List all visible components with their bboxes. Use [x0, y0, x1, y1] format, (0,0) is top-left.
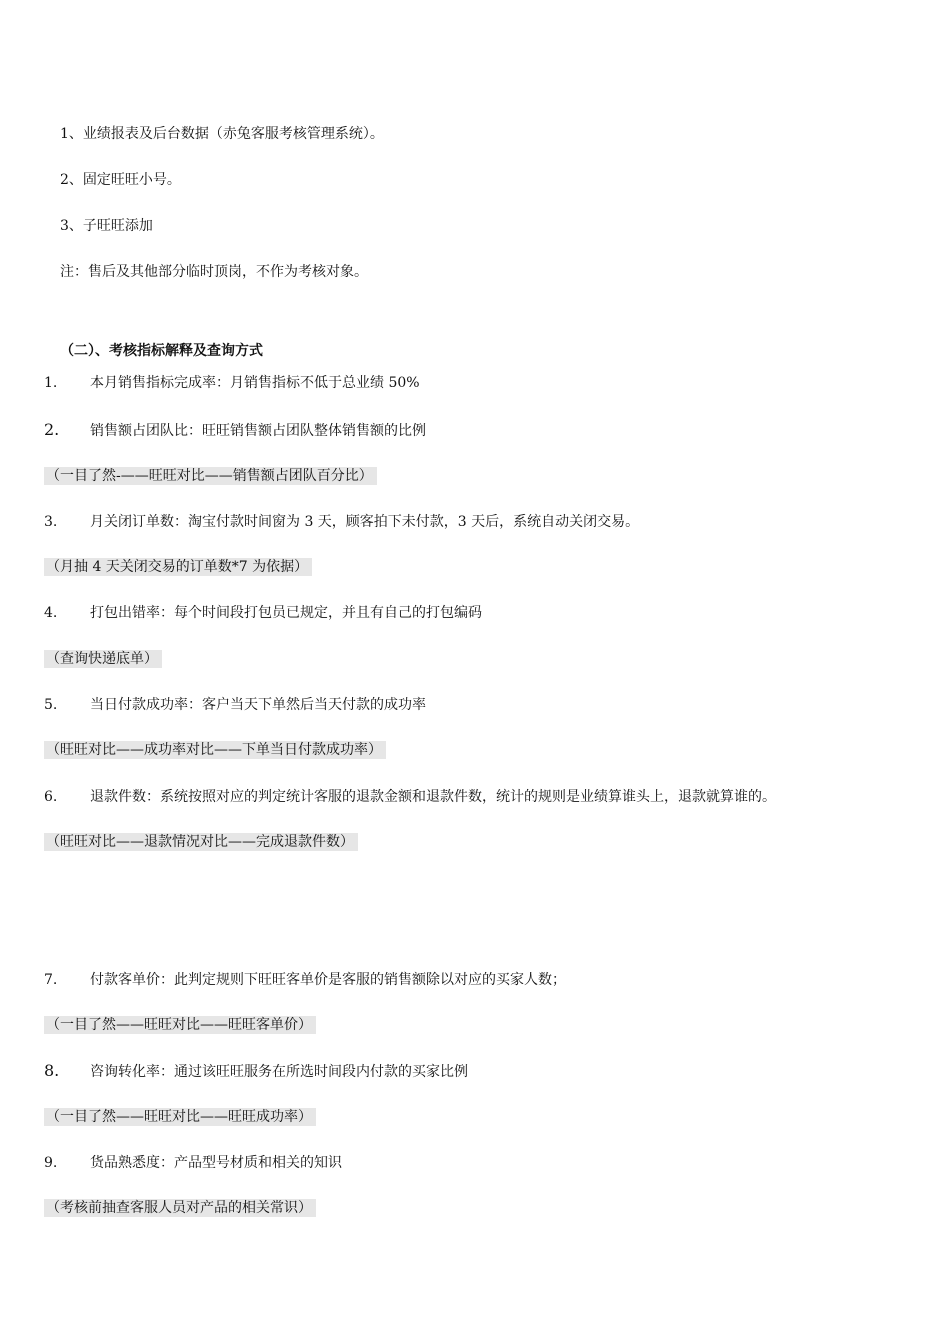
indicator-number: 8.	[44, 1061, 60, 1080]
indicator-item-7	[44, 970, 566, 990]
indicator-item-6	[44, 787, 776, 807]
indicator-item-2	[44, 420, 426, 441]
indicator-number: 1.	[44, 375, 58, 391]
indicator-item-9	[44, 1153, 342, 1173]
indicator-number: 3.	[44, 514, 58, 530]
indicator-number: 2.	[44, 420, 60, 439]
indicator-number: 7.	[44, 972, 58, 988]
indicator-text: 退款件数：系统按照对应的判定统计客服的退款金额和退款件数，统计的规则是业绩算谁头上，退款就算谁的。	[90, 789, 776, 805]
intro-note: 注：售后及其他部分临时顶岗，不作为考核对象。	[60, 264, 368, 280]
indicator-item-1	[44, 373, 420, 393]
indicator-text: 咨询转化率：通过该旺旺服务在所选时间段内付款的买家比例	[90, 1064, 468, 1080]
indicator-text: 货品熟悉度：产品型号材质和相关的知识	[90, 1155, 342, 1171]
query-note-7: （一目了然——旺旺对比——旺旺客单价）	[44, 1016, 316, 1034]
indicator-text: 销售额占团队比：旺旺销售额占团队整体销售额的比例	[90, 423, 426, 439]
indicator-text: 本月销售指标完成率：月销售指标不低于总业绩 50%	[90, 375, 420, 391]
indicator-item-8	[44, 1061, 468, 1082]
section-heading: （二）、考核指标解释及查询方式	[60, 343, 263, 359]
indicator-item-3	[44, 512, 639, 532]
query-note-2: （一目了然-——旺旺对比——销售额占团队百分比）	[44, 467, 377, 485]
indicator-text: 月关闭订单数：淘宝付款时间窗为 3 天，顾客拍下未付款，3 天后，系统自动关闭交易。	[90, 514, 640, 530]
indicator-text: 付款客单价：此判定规则下旺旺客单价是客服的销售额除以对应的买家人数；	[90, 972, 566, 988]
query-note-5: （旺旺对比——成功率对比——下单当日付款成功率）	[44, 741, 386, 759]
intro-item-2: 2、固定旺旺小号。	[60, 172, 181, 188]
intro-item-1: 1、业绩报表及后台数据（赤兔客服考核管理系统）。	[60, 126, 384, 142]
indicator-item-5	[44, 695, 426, 715]
indicator-text: 打包出错率：每个时间段打包员已规定，并且有自己的打包编码	[90, 605, 482, 621]
indicator-item-4	[44, 603, 482, 623]
indicator-number: 9.	[44, 1155, 58, 1171]
indicator-number: 5.	[44, 697, 58, 713]
indicator-text: 当日付款成功率：客户当天下单然后当天付款的成功率	[90, 697, 426, 713]
query-note-9: （考核前抽查客服人员对产品的相关常识）	[44, 1199, 316, 1217]
indicator-number: 4.	[44, 605, 58, 621]
query-note-4: （查询快递底单）	[44, 650, 162, 668]
query-note-8: （一目了然——旺旺对比——旺旺成功率）	[44, 1108, 316, 1126]
query-note-6: （旺旺对比——退款情况对比——完成退款件数）	[44, 833, 358, 851]
indicator-number: 6.	[44, 789, 58, 805]
query-note-3: （月抽 4 天关闭交易的订单数*7 为依据）	[44, 558, 312, 576]
intro-item-3: 3、子旺旺添加	[60, 218, 153, 234]
